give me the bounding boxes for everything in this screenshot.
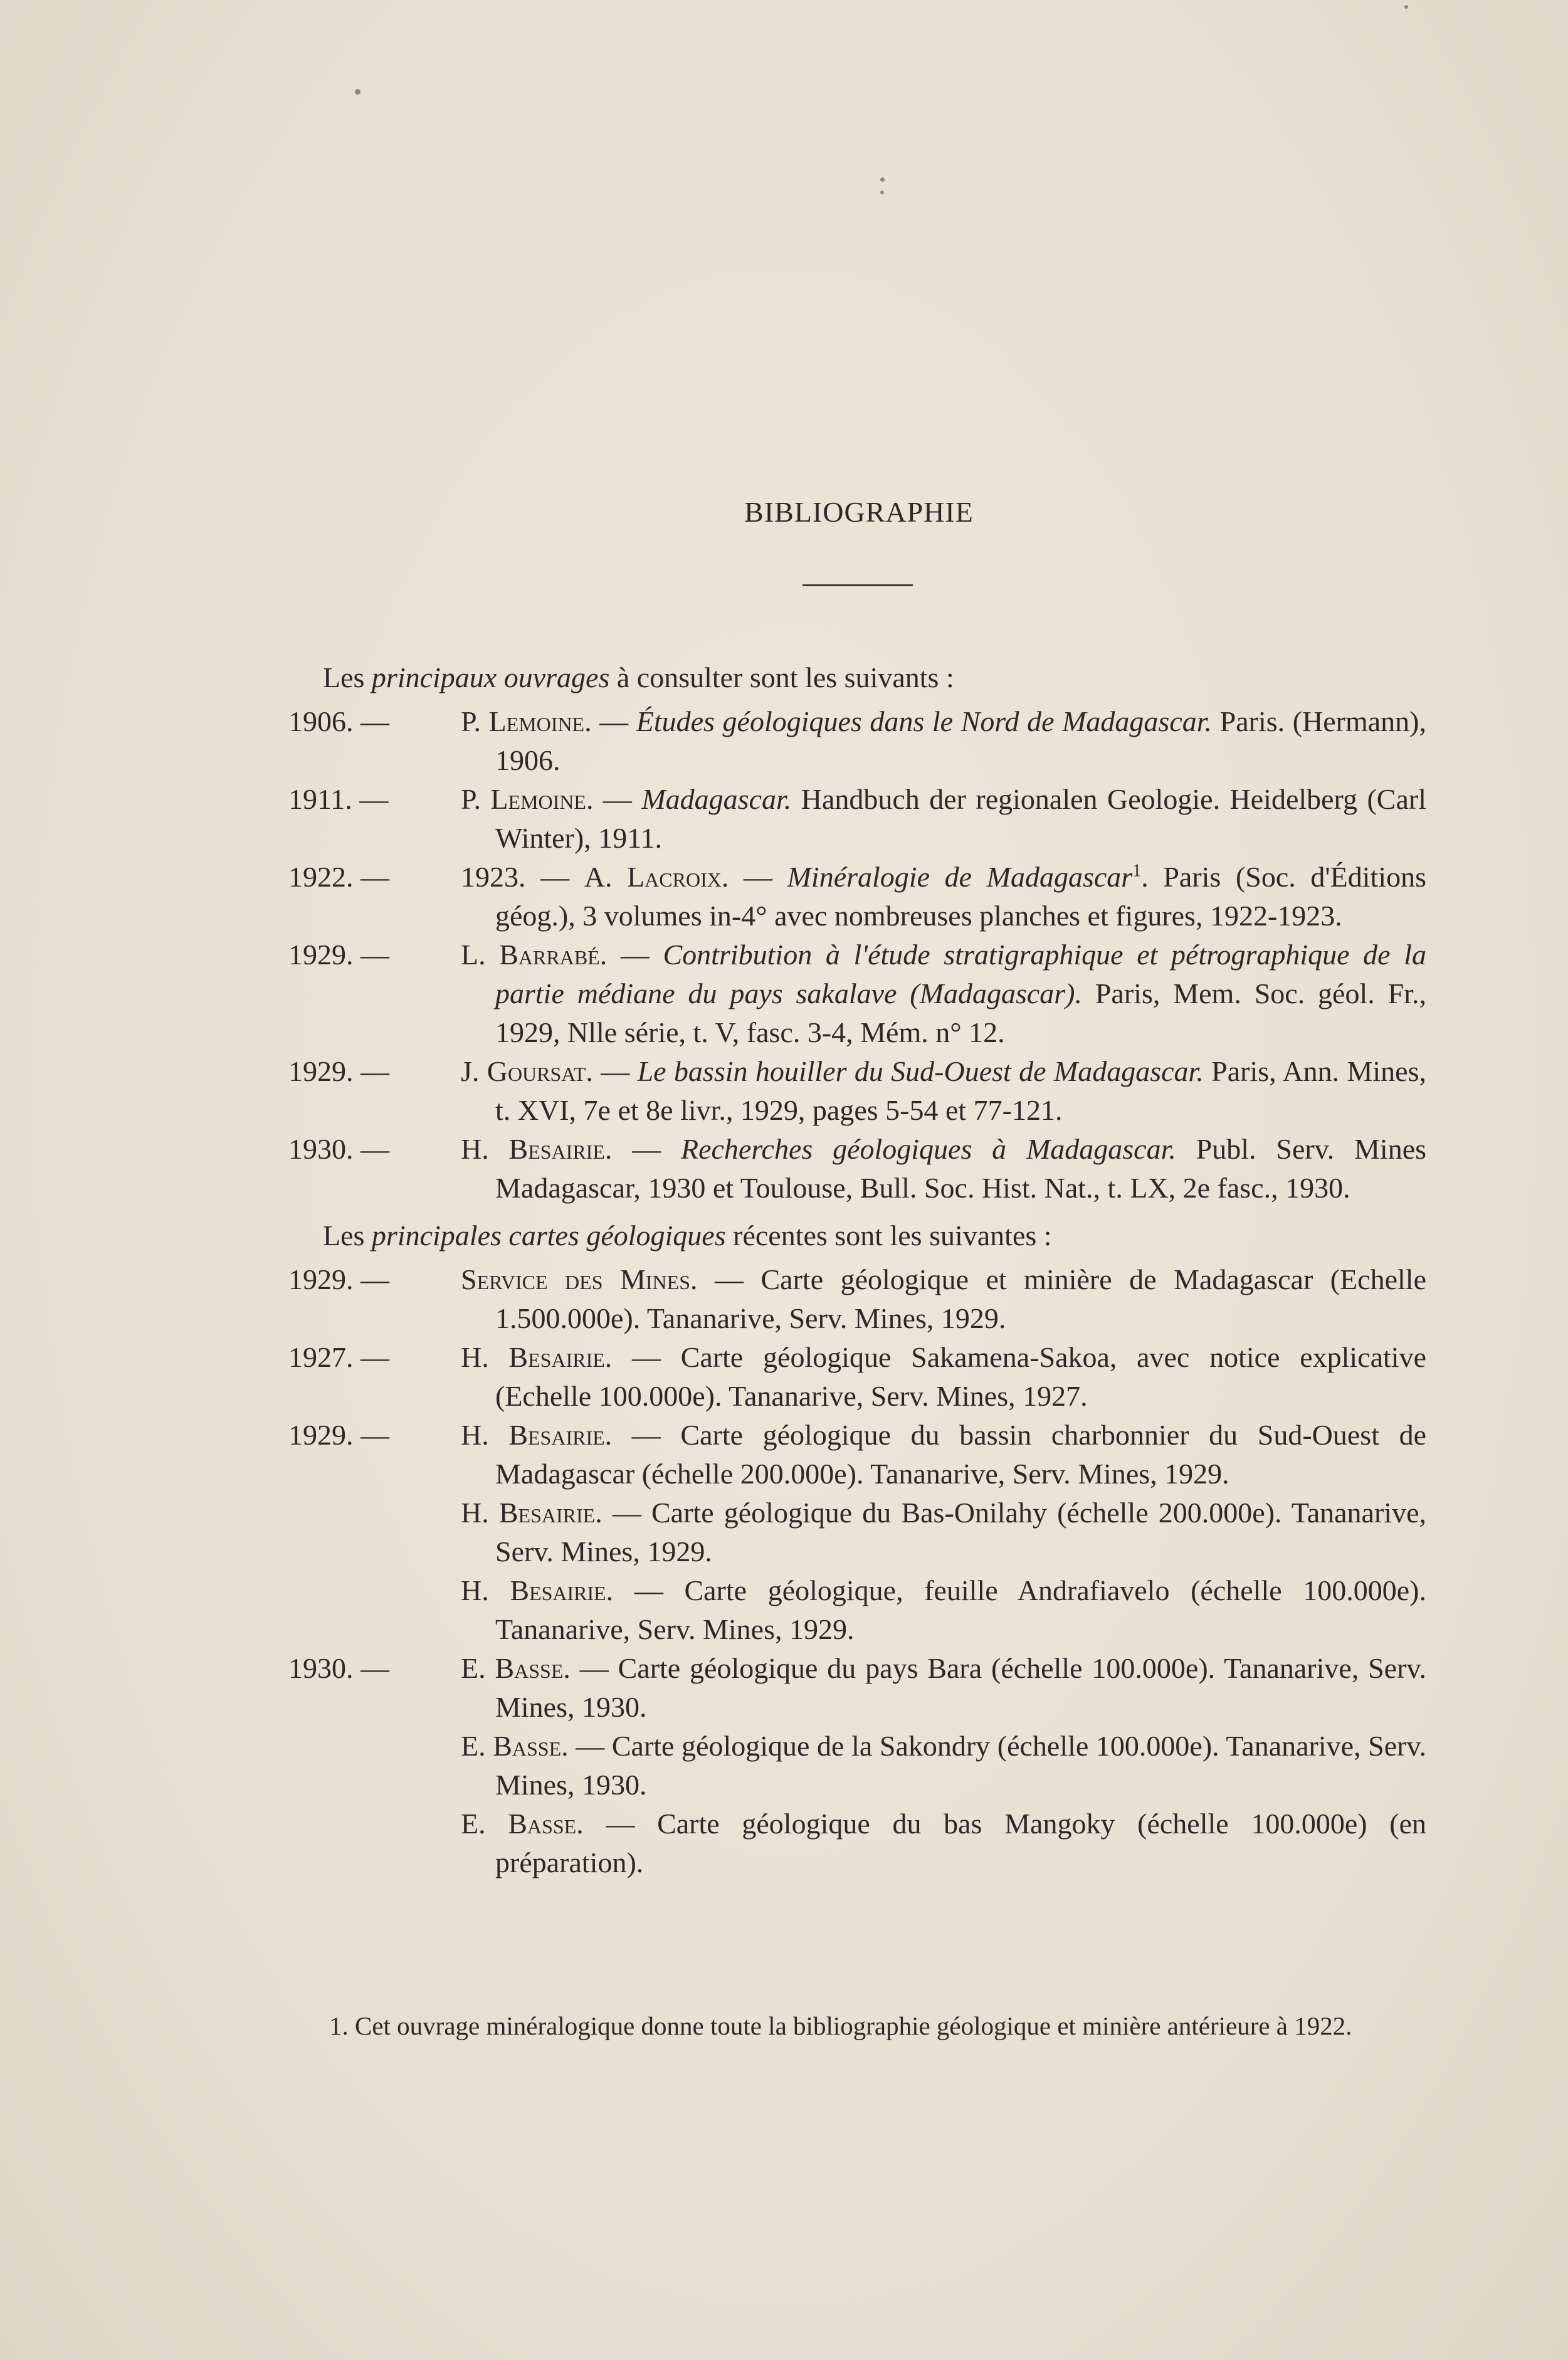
entry-details: Carte géologique et minière de Madagascar (Echelle 1.500.000e). Tananarive, Serv. Mines, 1929.	[495, 1263, 1426, 1334]
work-entry	[288, 702, 1426, 780]
entry-title: Études géologiques dans le Nord de Madagascar.	[636, 705, 1213, 737]
map-entry	[288, 1804, 1426, 1882]
works-intro: Les principaux ouvrages à consulter sont les suivants :	[323, 661, 954, 693]
entry-title: Contribution à l'étude stratigraphique et pétrographique de la partie médiane du pays sakalave (Madagascar).	[495, 939, 1427, 1009]
paper-speck	[880, 177, 885, 182]
entry-year: 1930. —	[288, 1133, 389, 1165]
entry-text	[461, 1338, 1426, 1416]
footnote-ref: 1	[1132, 861, 1142, 881]
entry-text	[461, 1571, 1426, 1649]
work-entry	[288, 1052, 1426, 1130]
entry-separator: —	[612, 1419, 681, 1451]
entry-separator: —	[583, 1808, 658, 1840]
map-entry	[288, 1649, 1426, 1727]
entry-author: P. Lemoine.	[461, 783, 594, 815]
entry-separator: —	[729, 861, 787, 893]
entry-separator: —	[570, 1652, 618, 1684]
entry-details: Publ. Serv. Mines Madagascar, 1930 et Toulouse, Bull. Soc. Hist. Nat., t. LX, 2e fasc., 1930.	[495, 1133, 1427, 1204]
entry-author: H. Besairie.	[461, 1341, 613, 1373]
entry-text	[461, 1649, 1426, 1727]
entry-title: Madagascar.	[641, 783, 792, 815]
entry-title: Le bassin houiller du Sud-Ouest de Madagascar.	[637, 1055, 1204, 1087]
entry-details: Paris, Ann. Mines, t. XVI, 7e et 8e livr., 1929, pages 5-54 et 77-121.	[495, 1055, 1427, 1126]
maps-intro: Les principales cartes géologiques récentes sont les suivantes :	[323, 1220, 1052, 1251]
entry-year: 1911. —	[288, 783, 389, 815]
map-entry	[288, 1493, 1426, 1571]
entry-text	[461, 1804, 1426, 1882]
entry-separator: —	[612, 1133, 681, 1165]
entry-year: 1930. —	[288, 1652, 389, 1684]
entry-year: 1927. —	[288, 1341, 389, 1373]
map-entry	[288, 1338, 1426, 1416]
entry-separator: —	[568, 1730, 612, 1762]
bibliography-content	[288, 658, 1426, 1882]
entry-details: Carte géologique du pays Bara (échelle 100.000e). Tananarive, Serv. Mines, 1930.	[495, 1652, 1426, 1723]
title-divider	[802, 584, 913, 586]
entry-text	[461, 1052, 1426, 1130]
entry-author: Service des Mines.	[461, 1263, 698, 1295]
entry-year: 1929. —	[288, 939, 389, 971]
entry-author: P. Lemoine.	[461, 705, 592, 737]
work-entry	[288, 1130, 1426, 1208]
entry-author: E. Basse.	[461, 1652, 571, 1684]
map-entry	[288, 1727, 1426, 1804]
entry-text	[461, 702, 1426, 780]
entry-text	[461, 1727, 1426, 1804]
work-entry	[288, 935, 1426, 1052]
entry-details: Carte géologique du Bas-Onilahy (échelle 200.000e). Tananarive, Serv. Mines, 1929.	[495, 1497, 1426, 1567]
page-title: BIBLIOGRAPHIE	[744, 496, 974, 528]
work-entry	[288, 858, 1426, 935]
entry-author: H. Besairie.	[461, 1133, 613, 1165]
entry-title: Recherches géologiques à Madagascar.	[680, 1133, 1176, 1165]
entry-title: Minéralogie de Madagascar	[787, 861, 1133, 893]
entry-text	[461, 1130, 1426, 1208]
entry-details: Carte géologique du bassin charbonnier du Sud-Ouest de Madagascar (échelle 200.000e). Tananarive, Serv. Mines, 1929.	[495, 1419, 1426, 1490]
entry-details: Carte géologique, feuille Andrafiavelo (échelle 100.000e). Tananarive, Serv. Mines, 1929.	[495, 1574, 1427, 1645]
entry-year: 1929. —	[288, 1419, 389, 1451]
paper-speck	[355, 89, 360, 95]
paper-speck	[1404, 5, 1408, 9]
work-entry	[288, 780, 1426, 858]
entry-year: 1906. —	[288, 705, 389, 737]
entry-author: A. Lacroix.	[584, 861, 729, 893]
footnote	[292, 2006, 1426, 2045]
entry-author: E. Basse.	[461, 1730, 569, 1762]
entry-text	[461, 1493, 1426, 1571]
entry-text	[461, 1260, 1426, 1338]
entry-separator: —	[613, 1574, 685, 1606]
entry-year: 1929. —	[288, 1263, 389, 1295]
entry-details: . Paris (Soc. d'Éditions géog.), 3 volumes in-4° avec nombreuses planches et figures, 1922-1923.	[495, 861, 1427, 932]
map-entry	[288, 1260, 1426, 1338]
entry-separator: —	[602, 1497, 651, 1529]
paper-speck	[880, 191, 884, 194]
entry-details: Paris. (Hermann), 1906.	[495, 705, 1426, 776]
entry-text	[461, 1416, 1426, 1493]
works-list	[288, 702, 1426, 1208]
entry-details: Paris, Mem. Soc. géol. Fr., 1929, Nlle série, t. V, fasc. 3-4, Mém. n° 12.	[495, 977, 1426, 1048]
entry-details: Carte géologique de la Sakondry (échelle 100.000e). Tananarive, Serv. Mines, 1930.	[495, 1730, 1427, 1801]
entry-author: H. Besairie.	[461, 1574, 614, 1606]
entry-separator: —	[612, 1341, 681, 1373]
entry-author: H. Besairie.	[461, 1419, 613, 1451]
entry-details: Carte géologique Sakamena-Sakoa, avec notice explicative (Echelle 100.000e). Tananarive, Serv. Mines, 1927.	[495, 1341, 1427, 1412]
entry-author: J. Goursat.	[461, 1055, 593, 1087]
entry-separator: —	[697, 1263, 761, 1295]
maps-list	[288, 1260, 1426, 1882]
entry-text	[461, 858, 1426, 935]
entry-details: Handbuch der regionalen Geologie. Heidelberg (Carl Winter), 1911.	[495, 783, 1426, 854]
entry-text	[461, 780, 1426, 858]
entry-author: L. Barrabé.	[461, 939, 608, 971]
entry-separator: —	[592, 1055, 638, 1087]
entry-details: Carte géologique du bas Mangoky (échelle 100.000e) (en préparation).	[495, 1808, 1426, 1878]
entry-text	[461, 935, 1426, 1052]
entry-prefix: 1923. —	[461, 861, 584, 893]
map-entry	[288, 1416, 1426, 1493]
entry-year: 1929. —	[288, 1055, 389, 1087]
entry-separator: —	[607, 939, 663, 971]
entry-author: E. Basse.	[461, 1808, 584, 1840]
entry-separator: —	[593, 783, 642, 815]
map-entry	[288, 1571, 1426, 1649]
entry-author: H. Besairie.	[461, 1497, 602, 1529]
footnote-text: 1. Cet ouvrage minéralogique donne toute la bibliographie géologique et minière antérieure à 1922.	[329, 2011, 1352, 2040]
entry-year: 1922. —	[288, 861, 389, 893]
entry-separator: —	[591, 705, 636, 737]
